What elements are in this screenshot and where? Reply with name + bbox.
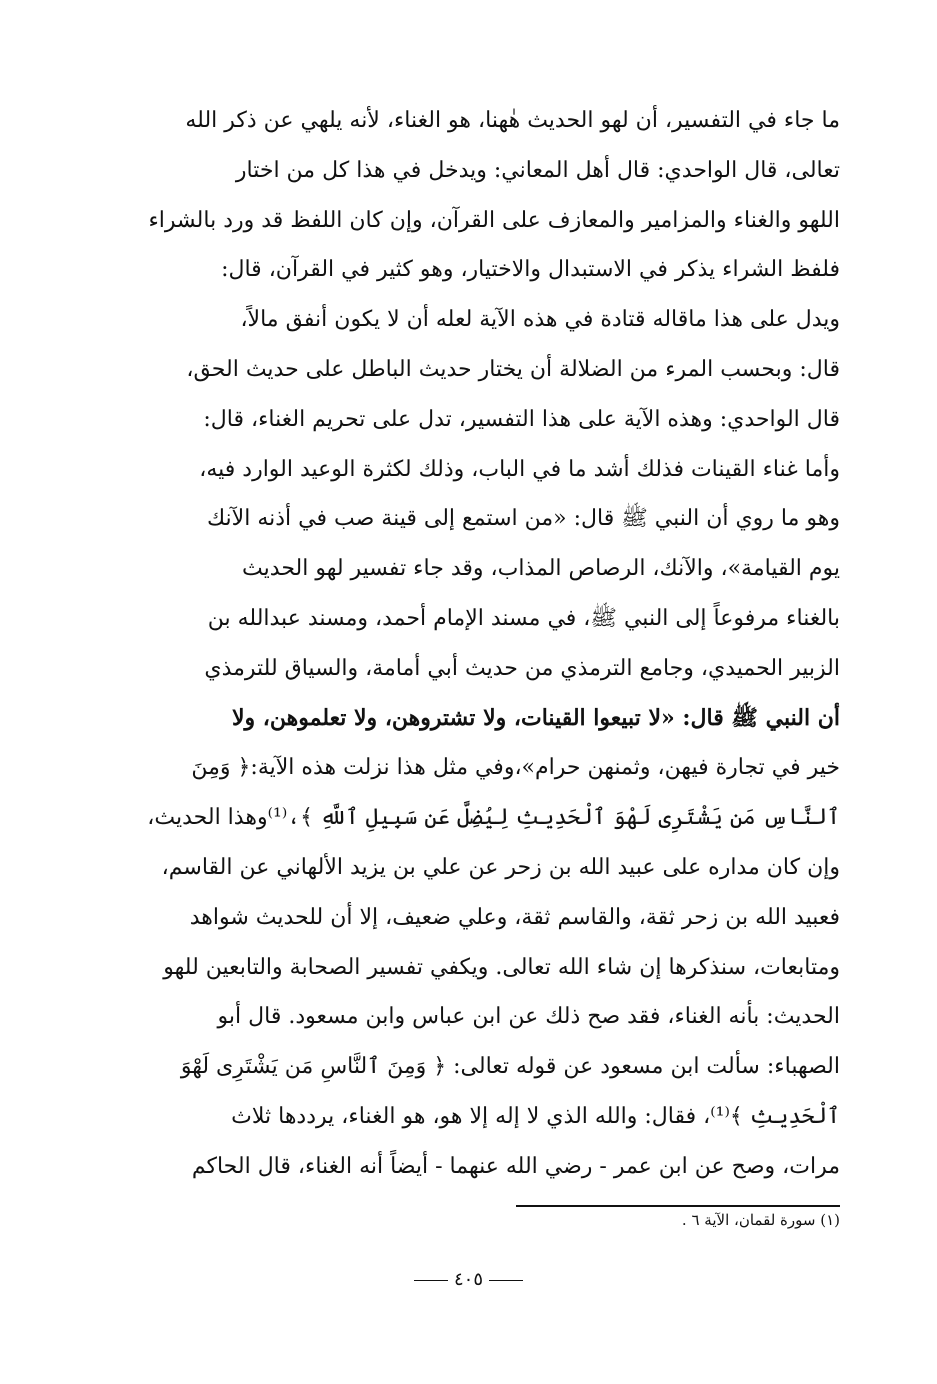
- text-line: وإن كان مداره على عبيد الله بن زحر عن علي بن يزيد الألهاني عن القاسم،: [161, 854, 840, 880]
- text-line: ما جاء في التفسير، أن لهو الحديث هٰهنا، هو الغناء، لأنه يلهي عن ذكر الله: [185, 108, 840, 133]
- footnote: (١) سورة لقمان، الآية ٦ .: [681, 1211, 840, 1229]
- text-line: فعبيد الله بن زحر ثقة، والقاسم ثقة، وعلي ضعيف، إلا أن للحديث شواهد: [189, 904, 840, 930]
- text-line: أن النبي ﷺ قال: «لا تبيعوا القينات، ولا تشتروهن، ولا تعلموهن، ولا: [231, 704, 840, 731]
- text-line: بالغناء مرفوعاً إلى النبي ﷺ، في مسند الإمام أحمد، ومسند عبدالله بن: [207, 605, 840, 631]
- body-text: [96, 96, 840, 1192]
- footnote-separator: [516, 1205, 840, 1207]
- text-line: اللهو والغناء والمزامير والمعازف على القرآن، وإن كان اللفظ قد ورد بالشراء: [148, 207, 840, 233]
- text-line: يوم القيامة»، والآنك، الرصاص المذاب، وقد جاء تفسير لهو الحديث: [242, 556, 840, 582]
- page-number: ٤٠٥: [453, 1269, 483, 1290]
- text-line: وأما غناء القينات فذلك أشد ما في الباب، وذلك لكثرة الوعيد الوارد فيه،: [199, 456, 840, 482]
- text-line: ٱلنَّاسِ مَن يَشْتَرِى لَهْوَ ٱلْحَدِيثِ لِيُضِلَّ عَن سَبِيلِ ٱللَّهِ ﴾،⁽¹⁾وهذا الحديث،: [147, 805, 840, 831]
- text-line: ومتابعات، سنذكرها إن شاء الله تعالى. ويكفي تفسير الصحابة والتابعين للهو: [163, 954, 840, 980]
- text-line: الزبير الحميدي، وجامع الترمذي من حديث أبي أمامة، والسياق للترمذي: [204, 655, 840, 681]
- text-line: خير في تجارة فيهن، وثمنهن حرام»،وفي مثل هذا نزلت هذه الآية:﴿ وَمِنَ: [191, 755, 840, 781]
- text-line: مرات، وصح عن ابن عمر - رضي الله عنهما - أيضاً أنه الغناء، قال الحاكم: [191, 1153, 840, 1179]
- page-number-dash-left: [414, 1280, 448, 1281]
- text-line: قال الواحدي: وهذه الآية على هذا التفسير، تدل على تحريم الغناء، قال:: [203, 406, 840, 432]
- page-number-footer: [0, 1266, 937, 1294]
- text-line: قال: وبحسب المرء من الضلالة أن يختار حديث الباطل على حديث الحق،: [186, 356, 840, 382]
- text-line: تعالى، قال الواحدي: قال أهل المعاني: ويدخل في هذا كل من اختار: [235, 157, 840, 183]
- text-line: فلفظ الشراء يذكر في الاستبدال والاختيار، وهو كثير في القرآن، قال:: [221, 257, 840, 283]
- text-line: ويدل على هذا ماقاله قتادة في هذه الآية لعله أن لا يكون أنفق مالاً،: [240, 307, 840, 333]
- text-line: الصهباء: سألت ابن مسعود عن قوله تعالى: ﴿ وَمِنَ ٱلنَّاسِ مَن يَشْتَرِى لَهْوَ: [180, 1054, 840, 1080]
- text-line: وهو ما روي أن النبي ﷺ قال: «من استمع إلى قينة صب في أذنه الآنك: [207, 506, 840, 532]
- text-line: ٱلْحَدِيثِ ﴾⁽¹⁾، فقال: والله الذي لا إله إلا هو، هو الغناء، يرددها ثلاث: [231, 1103, 840, 1129]
- text-line: الحديث: بأنه الغناء، فقد صح ذلك عن ابن عباس وابن مسعود. قال أبو: [217, 1004, 840, 1030]
- page-number-dash-right: [489, 1280, 523, 1281]
